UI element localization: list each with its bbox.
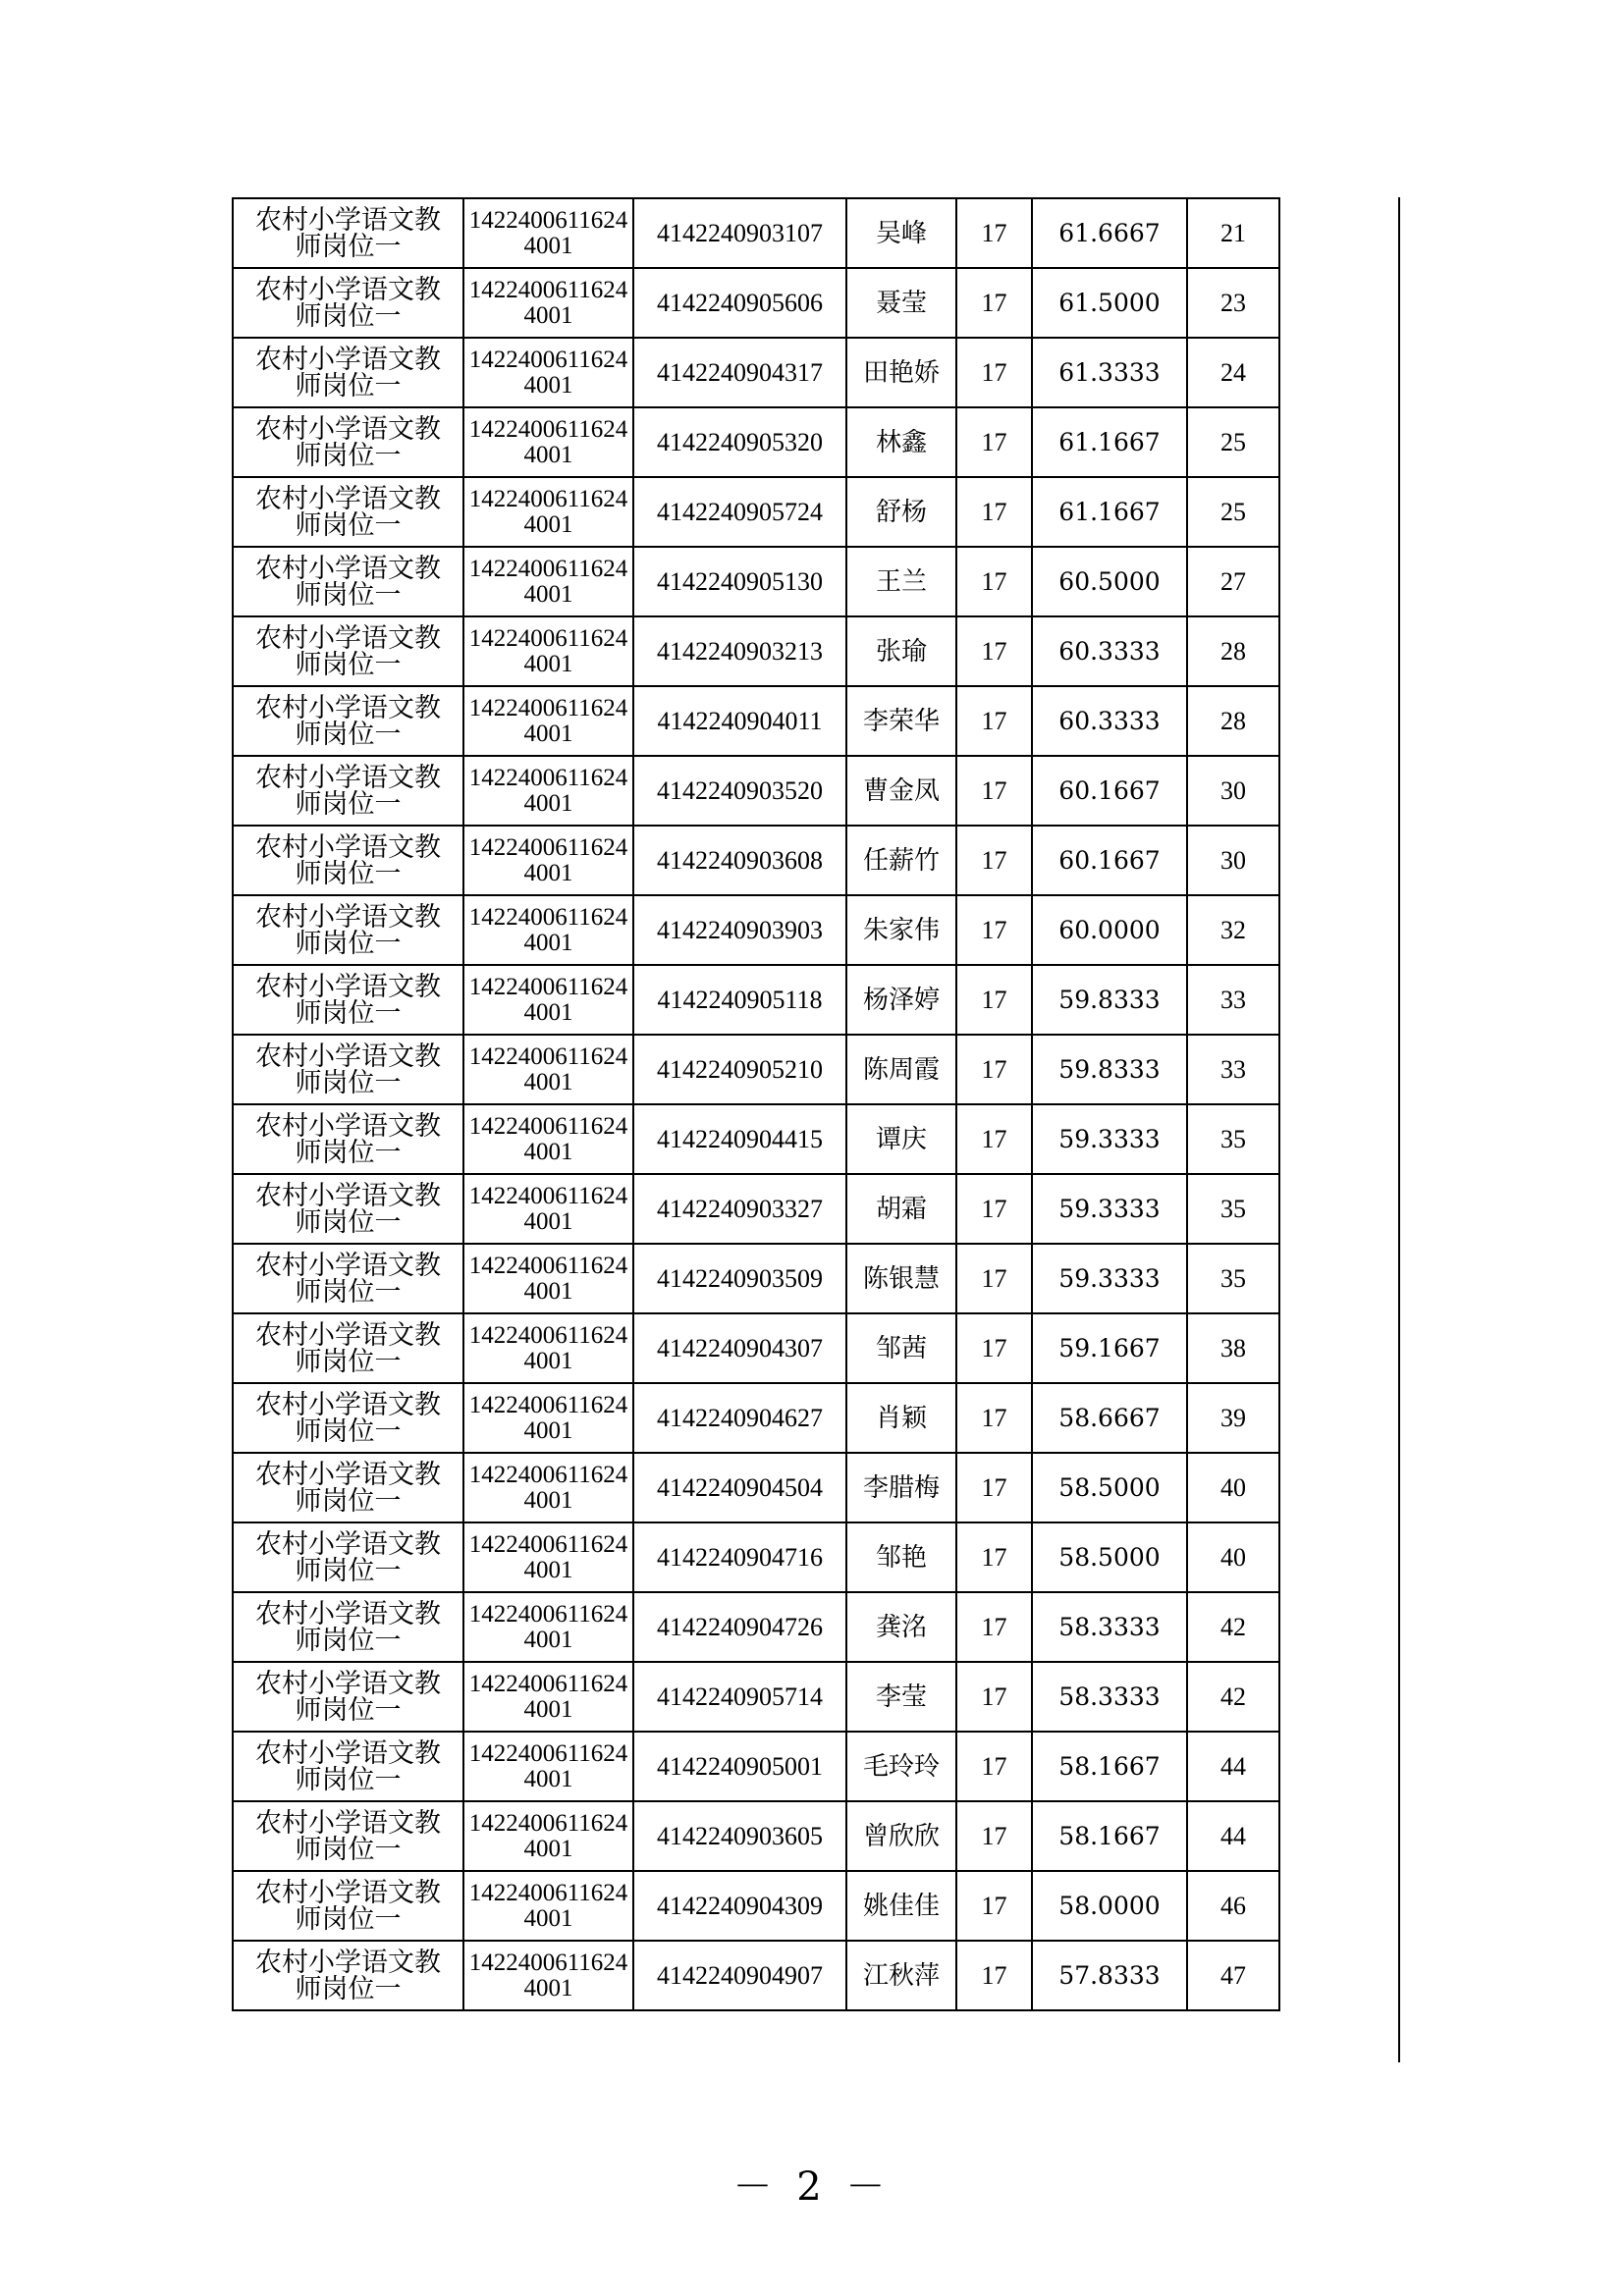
position-code-text: 14224006116244001 [468, 1600, 628, 1653]
position-code-text: 14224006116244001 [468, 1809, 628, 1862]
position-code-cell [463, 1035, 633, 1104]
position-cell [233, 198, 463, 268]
score-cell: 61.1667 [1032, 477, 1187, 547]
exam-number-cell: 4142240903509 [633, 1244, 846, 1313]
rank-cell: 44 [1187, 1732, 1279, 1801]
table-row [233, 1732, 1279, 1801]
position-code-text: 14224006116244001 [468, 276, 628, 329]
candidate-name-cell: 舒杨 [846, 477, 956, 547]
exam-number-cell: 4142240903520 [633, 756, 846, 826]
score-cell: 58.0000 [1032, 1871, 1187, 1941]
table-row [233, 686, 1279, 756]
score-cell: 59.8333 [1032, 965, 1187, 1035]
rank-cell: 24 [1187, 338, 1279, 407]
position-code-cell [463, 1732, 633, 1801]
exam-number-cell: 4142240905714 [633, 1662, 846, 1732]
candidate-name-cell: 李莹 [846, 1662, 956, 1732]
position-cell [233, 1174, 463, 1244]
table-row [233, 477, 1279, 547]
score-cell: 61.6667 [1032, 198, 1187, 268]
position-code-cell [463, 1453, 633, 1522]
position-cell [233, 756, 463, 826]
quota-cell: 17 [956, 1522, 1032, 1592]
candidate-name-cell: 聂莹 [846, 268, 956, 338]
position-cell [233, 407, 463, 477]
position-text: 农村小学语文教师岗位一 [255, 1668, 441, 1726]
score-cell: 60.5000 [1032, 547, 1187, 616]
quota-cell: 17 [956, 198, 1032, 268]
position-cell [233, 477, 463, 547]
position-code-text: 14224006116244001 [468, 1391, 628, 1444]
candidate-name-cell: 朱家伟 [846, 895, 956, 965]
position-text: 农村小学语文教师岗位一 [255, 901, 441, 959]
position-cell [233, 268, 463, 338]
quota-cell: 17 [956, 477, 1032, 547]
table-row [233, 1592, 1279, 1662]
position-code-cell [463, 1522, 633, 1592]
rank-cell: 47 [1187, 1941, 1279, 2010]
rank-cell: 32 [1187, 895, 1279, 965]
candidate-name-cell: 张瑜 [846, 616, 956, 686]
rank-cell: 35 [1187, 1174, 1279, 1244]
table-row [233, 616, 1279, 686]
position-text: 农村小学语文教师岗位一 [255, 1110, 441, 1168]
score-cell: 61.1667 [1032, 407, 1187, 477]
position-code-text: 14224006116244001 [468, 694, 628, 747]
rank-cell: 28 [1187, 686, 1279, 756]
quota-cell: 17 [956, 268, 1032, 338]
exam-number-cell: 4142240904907 [633, 1941, 846, 2010]
position-code-text: 14224006116244001 [468, 1530, 628, 1583]
position-text: 农村小学语文教师岗位一 [255, 1319, 441, 1377]
rank-cell: 46 [1187, 1871, 1279, 1941]
position-code-cell [463, 407, 633, 477]
position-code-text: 14224006116244001 [468, 1252, 628, 1305]
position-text: 农村小学语文教师岗位一 [255, 1947, 441, 2004]
position-code-cell [463, 1871, 633, 1941]
score-cell: 58.3333 [1032, 1592, 1187, 1662]
table-row [233, 1871, 1279, 1941]
score-cell: 60.3333 [1032, 616, 1187, 686]
position-cell [233, 826, 463, 895]
table-row [233, 338, 1279, 407]
quota-cell: 17 [956, 826, 1032, 895]
results-table [232, 197, 1280, 2011]
position-code-text: 14224006116244001 [468, 415, 628, 468]
candidate-name-cell: 杨泽婷 [846, 965, 956, 1035]
candidate-name-cell: 胡霜 [846, 1174, 956, 1244]
score-cell: 60.3333 [1032, 686, 1187, 756]
quota-cell: 17 [956, 1801, 1032, 1871]
position-code-cell [463, 1383, 633, 1453]
position-code-text: 14224006116244001 [468, 1182, 628, 1235]
candidate-name-cell: 曾欣欣 [846, 1801, 956, 1871]
exam-number-cell: 4142240905606 [633, 268, 846, 338]
position-code-cell [463, 1801, 633, 1871]
quota-cell: 17 [956, 616, 1032, 686]
position-code-text: 14224006116244001 [468, 624, 628, 677]
position-code-cell [463, 1941, 633, 2010]
exam-number-cell: 4142240904011 [633, 686, 846, 756]
table-row [233, 1313, 1279, 1383]
position-text: 农村小学语文教师岗位一 [255, 1877, 441, 1935]
candidate-name-cell: 谭庆 [846, 1104, 956, 1174]
position-cell [233, 1662, 463, 1732]
position-code-text: 14224006116244001 [468, 1879, 628, 1932]
position-code-text: 14224006116244001 [468, 1112, 628, 1165]
position-cell [233, 1383, 463, 1453]
position-cell [233, 1104, 463, 1174]
position-cell [233, 1244, 463, 1313]
position-code-cell [463, 1244, 633, 1313]
position-code-text: 14224006116244001 [468, 1739, 628, 1792]
position-text: 农村小学语文教师岗位一 [255, 1180, 441, 1238]
table-row [233, 1662, 1279, 1732]
candidate-name-cell: 林鑫 [846, 407, 956, 477]
quota-cell: 17 [956, 1453, 1032, 1522]
score-cell: 59.3333 [1032, 1244, 1187, 1313]
quota-cell: 17 [956, 1662, 1032, 1732]
exam-number-cell: 4142240903213 [633, 616, 846, 686]
table-row [233, 268, 1279, 338]
position-cell [233, 1801, 463, 1871]
quota-cell: 17 [956, 1871, 1032, 1941]
rank-cell: 40 [1187, 1453, 1279, 1522]
quota-cell: 17 [956, 686, 1032, 756]
position-code-cell [463, 268, 633, 338]
position-code-text: 14224006116244001 [468, 346, 628, 399]
score-cell: 57.8333 [1032, 1941, 1187, 2010]
candidate-name-cell: 李荣华 [846, 686, 956, 756]
rank-cell: 35 [1187, 1104, 1279, 1174]
score-cell: 60.0000 [1032, 895, 1187, 965]
exam-number-cell: 4142240905001 [633, 1732, 846, 1801]
exam-number-cell: 4142240905320 [633, 407, 846, 477]
quota-cell: 17 [956, 1732, 1032, 1801]
position-code-cell [463, 1104, 633, 1174]
position-code-cell [463, 686, 633, 756]
results-table-body [233, 198, 1279, 2010]
exam-number-cell: 4142240904627 [633, 1383, 846, 1453]
position-text: 农村小学语文教师岗位一 [255, 274, 441, 332]
score-cell: 59.1667 [1032, 1313, 1187, 1383]
rank-cell: 33 [1187, 965, 1279, 1035]
position-code-cell [463, 616, 633, 686]
exam-number-cell: 4142240905210 [633, 1035, 846, 1104]
position-cell [233, 686, 463, 756]
position-text: 农村小学语文教师岗位一 [255, 483, 441, 541]
candidate-name-cell: 邹艳 [846, 1522, 956, 1592]
position-text: 农村小学语文教师岗位一 [255, 1807, 441, 1865]
table-row [233, 1941, 1279, 2010]
score-cell: 58.1667 [1032, 1732, 1187, 1801]
position-code-cell [463, 547, 633, 616]
position-code-cell [463, 198, 633, 268]
position-text: 农村小学语文教师岗位一 [255, 831, 441, 889]
position-cell [233, 1313, 463, 1383]
candidate-name-cell: 毛玲玲 [846, 1732, 956, 1801]
rank-cell: 27 [1187, 547, 1279, 616]
score-cell: 59.8333 [1032, 1035, 1187, 1104]
position-code-text: 14224006116244001 [468, 485, 628, 538]
candidate-name-cell: 李腊梅 [846, 1453, 956, 1522]
position-code-text: 14224006116244001 [468, 206, 628, 259]
position-code-text: 14224006116244001 [468, 764, 628, 817]
exam-number-cell: 4142240904317 [633, 338, 846, 407]
table-row [233, 547, 1279, 616]
exam-number-cell: 4142240903327 [633, 1174, 846, 1244]
position-text: 农村小学语文教师岗位一 [255, 1737, 441, 1795]
position-text: 农村小学语文教师岗位一 [255, 204, 441, 262]
position-code-text: 14224006116244001 [468, 973, 628, 1026]
rank-cell: 39 [1187, 1383, 1279, 1453]
position-cell [233, 1732, 463, 1801]
position-text: 农村小学语文教师岗位一 [255, 1528, 441, 1586]
position-code-cell [463, 1313, 633, 1383]
position-code-text: 14224006116244001 [468, 1042, 628, 1095]
score-cell: 58.5000 [1032, 1522, 1187, 1592]
position-text: 农村小学语文教师岗位一 [255, 1389, 441, 1447]
exam-number-cell: 4142240904726 [633, 1592, 846, 1662]
position-code-text: 14224006116244001 [468, 555, 628, 608]
position-code-cell [463, 826, 633, 895]
rank-cell: 40 [1187, 1522, 1279, 1592]
quota-cell: 17 [956, 895, 1032, 965]
position-cell [233, 965, 463, 1035]
candidate-name-cell: 陈银慧 [846, 1244, 956, 1313]
rank-cell: 23 [1187, 268, 1279, 338]
exam-number-cell: 4142240903608 [633, 826, 846, 895]
candidate-name-cell: 王兰 [846, 547, 956, 616]
position-cell [233, 895, 463, 965]
quota-cell: 17 [956, 965, 1032, 1035]
rank-cell: 30 [1187, 826, 1279, 895]
quota-cell: 17 [956, 1244, 1032, 1313]
quota-cell: 17 [956, 1104, 1032, 1174]
table-row [233, 407, 1279, 477]
exam-number-cell: 4142240903107 [633, 198, 846, 268]
table-row [233, 1104, 1279, 1174]
quota-cell: 17 [956, 1174, 1032, 1244]
table-row [233, 1174, 1279, 1244]
score-cell: 58.3333 [1032, 1662, 1187, 1732]
candidate-name-cell: 曹金凤 [846, 756, 956, 826]
quota-cell: 17 [956, 338, 1032, 407]
table-row [233, 198, 1279, 268]
position-cell [233, 1453, 463, 1522]
position-text: 农村小学语文教师岗位一 [255, 553, 441, 611]
candidate-name-cell: 龚洺 [846, 1592, 956, 1662]
position-text: 农村小学语文教师岗位一 [255, 692, 441, 750]
rank-cell: 42 [1187, 1592, 1279, 1662]
exam-number-cell: 4142240905130 [633, 547, 846, 616]
margin-rule [1398, 197, 1400, 2062]
table-row [233, 1522, 1279, 1592]
rank-cell: 33 [1187, 1035, 1279, 1104]
table-row [233, 895, 1279, 965]
position-text: 农村小学语文教师岗位一 [255, 762, 441, 820]
position-code-cell [463, 965, 633, 1035]
position-text: 农村小学语文教师岗位一 [255, 413, 441, 471]
position-cell [233, 1592, 463, 1662]
table-row [233, 1383, 1279, 1453]
position-cell [233, 1941, 463, 2010]
position-code-text: 14224006116244001 [468, 903, 628, 956]
score-cell: 60.1667 [1032, 826, 1187, 895]
score-cell: 58.5000 [1032, 1453, 1187, 1522]
position-code-cell [463, 338, 633, 407]
rank-cell: 38 [1187, 1313, 1279, 1383]
position-text: 农村小学语文教师岗位一 [255, 1041, 441, 1098]
quota-cell: 17 [956, 407, 1032, 477]
quota-cell: 17 [956, 1941, 1032, 2010]
quota-cell: 17 [956, 547, 1032, 616]
table-row [233, 1035, 1279, 1104]
exam-number-cell: 4142240903903 [633, 895, 846, 965]
position-code-cell [463, 756, 633, 826]
position-cell [233, 616, 463, 686]
rank-cell: 28 [1187, 616, 1279, 686]
candidate-name-cell: 陈周霞 [846, 1035, 956, 1104]
position-text: 农村小学语文教师岗位一 [255, 1459, 441, 1517]
score-cell: 58.6667 [1032, 1383, 1187, 1453]
page-number: － 2 － [732, 2164, 892, 2210]
candidate-name-cell: 江秋萍 [846, 1941, 956, 2010]
table-row [233, 1801, 1279, 1871]
candidate-name-cell: 田艳娇 [846, 338, 956, 407]
position-code-text: 14224006116244001 [468, 1949, 628, 2002]
position-code-text: 14224006116244001 [468, 1321, 628, 1374]
rank-cell: 30 [1187, 756, 1279, 826]
table-row [233, 965, 1279, 1035]
position-cell [233, 1035, 463, 1104]
quota-cell: 17 [956, 1592, 1032, 1662]
position-text: 农村小学语文教师岗位一 [255, 971, 441, 1029]
position-code-text: 14224006116244001 [468, 1670, 628, 1723]
score-cell: 61.5000 [1032, 268, 1187, 338]
score-cell: 61.3333 [1032, 338, 1187, 407]
rank-cell: 25 [1187, 477, 1279, 547]
rank-cell: 25 [1187, 407, 1279, 477]
rank-cell: 21 [1187, 198, 1279, 268]
position-cell [233, 547, 463, 616]
position-cell [233, 1522, 463, 1592]
position-code-cell [463, 1592, 633, 1662]
position-text: 农村小学语文教师岗位一 [255, 622, 441, 680]
rank-cell: 42 [1187, 1662, 1279, 1732]
quota-cell: 17 [956, 1035, 1032, 1104]
score-cell: 58.1667 [1032, 1801, 1187, 1871]
candidate-name-cell: 吴峰 [846, 198, 956, 268]
candidate-name-cell: 姚佳佳 [846, 1871, 956, 1941]
exam-number-cell: 4142240904415 [633, 1104, 846, 1174]
quota-cell: 17 [956, 756, 1032, 826]
candidate-name-cell: 任薪竹 [846, 826, 956, 895]
score-cell: 59.3333 [1032, 1174, 1187, 1244]
exam-number-cell: 4142240904504 [633, 1453, 846, 1522]
position-text: 农村小学语文教师岗位一 [255, 1250, 441, 1308]
candidate-name-cell: 肖颖 [846, 1383, 956, 1453]
position-code-cell [463, 1662, 633, 1732]
exam-number-cell: 4142240903605 [633, 1801, 846, 1871]
position-code-cell [463, 895, 633, 965]
exam-number-cell: 4142240904716 [633, 1522, 846, 1592]
table-row [233, 1244, 1279, 1313]
exam-number-cell: 4142240905724 [633, 477, 846, 547]
table-row [233, 826, 1279, 895]
rank-cell: 44 [1187, 1801, 1279, 1871]
position-text: 农村小学语文教师岗位一 [255, 344, 441, 401]
position-cell [233, 1871, 463, 1941]
position-text: 农村小学语文教师岗位一 [255, 1598, 441, 1656]
position-code-text: 14224006116244001 [468, 1461, 628, 1514]
table-row [233, 1453, 1279, 1522]
quota-cell: 17 [956, 1313, 1032, 1383]
table-row [233, 756, 1279, 826]
position-cell [233, 338, 463, 407]
position-code-text: 14224006116244001 [468, 833, 628, 886]
position-code-cell [463, 1174, 633, 1244]
exam-number-cell: 4142240905118 [633, 965, 846, 1035]
exam-number-cell: 4142240904309 [633, 1871, 846, 1941]
score-cell: 59.3333 [1032, 1104, 1187, 1174]
candidate-name-cell: 邹茜 [846, 1313, 956, 1383]
exam-number-cell: 4142240904307 [633, 1313, 846, 1383]
score-cell: 60.1667 [1032, 756, 1187, 826]
rank-cell: 35 [1187, 1244, 1279, 1313]
position-code-cell [463, 477, 633, 547]
quota-cell: 17 [956, 1383, 1032, 1453]
